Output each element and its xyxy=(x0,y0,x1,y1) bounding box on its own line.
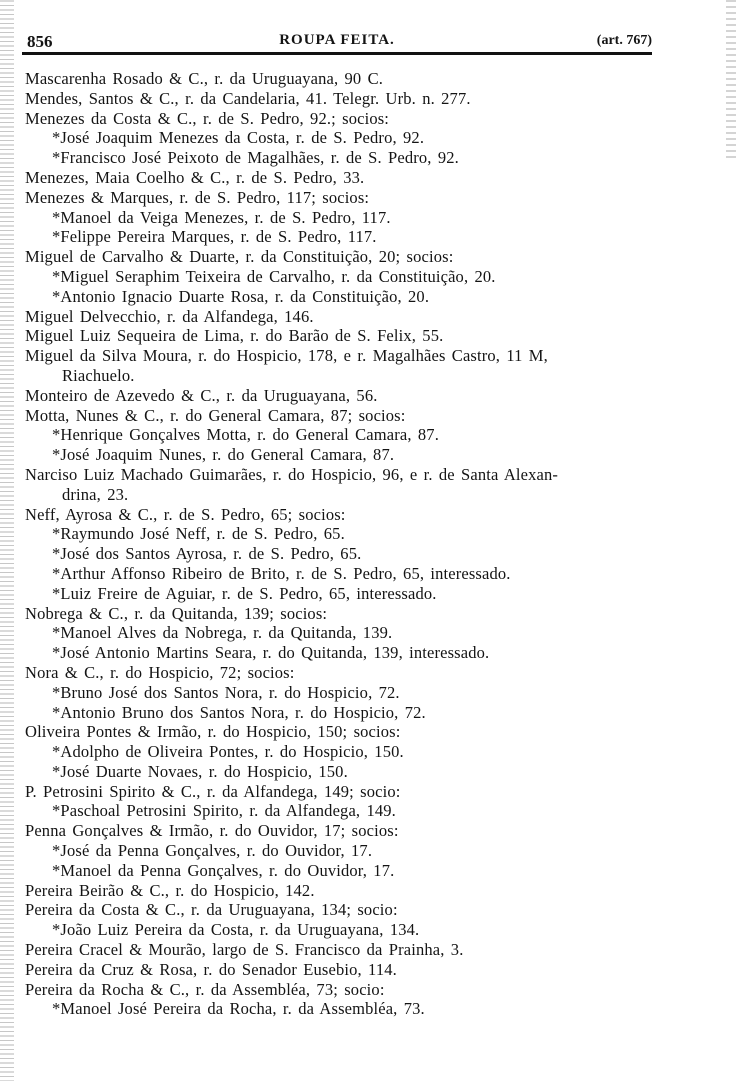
partner-entry: *Miguel Seraphim Teixeira de Carvalho, r. da Constituição, 20. xyxy=(52,266,496,286)
scan-edge-noise-right xyxy=(726,0,736,160)
firm-entry: Menezes da Costa & C., r. de S. Pedro, 92.; socios: xyxy=(25,108,390,128)
partner-entry: *Felippe Pereira Marques, r. de S. Pedro, 117. xyxy=(52,227,377,247)
partner-entry: *Antonio Bruno dos Santos Nora, r. do Hospicio, 72. xyxy=(52,702,426,722)
firm-entry: Pereira Beirão & C., r. do Hospicio, 142. xyxy=(25,880,315,900)
scan-edge-noise xyxy=(0,0,14,1081)
article-reference: (art. 767) xyxy=(596,33,652,48)
firm-entry: Pereira Cracel & Mourão, largo de S. Francisco da Prainha, 3. xyxy=(25,940,464,960)
partner-entry: *Adolpho de Oliveira Pontes, r. do Hospicio, 150. xyxy=(52,742,404,762)
firm-entry: Menezes, Maia Coelho & C., r. de S. Pedro, 33. xyxy=(25,167,365,187)
partner-entry: *José da Penna Gonçalves, r. do Ouvidor, 17. xyxy=(52,841,373,861)
page-title: ROUPA FEITA. xyxy=(279,32,395,48)
page-header xyxy=(22,30,652,52)
firm-entry: Penna Gonçalves & Irmão, r. do Ouvidor, 17; socios: xyxy=(25,821,399,841)
firm-entry: Monteiro de Azevedo & C., r. da Uruguayana, 56. xyxy=(25,385,378,405)
firm-entry: Miguel da Silva Moura, r. do Hospicio, 178, e r. Magalhães Castro, 11 M, xyxy=(25,346,548,366)
partner-entry: *João Luiz Pereira da Costa, r. da Uruguayana, 134. xyxy=(52,920,420,940)
partner-entry: *José dos Santos Ayrosa, r. de S. Pedro, 65. xyxy=(52,544,362,564)
firm-entry: Nobrega & C., r. da Quitanda, 139; socios: xyxy=(25,603,328,623)
firm-entry: Oliveira Pontes & Irmão, r. do Hospicio, 150; socios: xyxy=(25,722,401,742)
firm-entry: Nora & C., r. do Hospicio, 72; socios: xyxy=(25,662,295,682)
partner-entry: *Luiz Freire de Aguiar, r. de S. Pedro, 65, interessado. xyxy=(52,583,437,603)
firm-entry: Pereira da Rocha & C., r. da Assembléa, 73; socio: xyxy=(25,979,385,999)
partner-entry: *Manoel da Penna Gonçalves, r. do Ouvidor, 17. xyxy=(52,860,395,880)
partner-entry: *José Joaquim Menezes da Costa, r. de S. Pedro, 92. xyxy=(52,128,425,148)
partner-entry: *Bruno José dos Santos Nora, r. do Hospicio, 72. xyxy=(52,682,400,702)
partner-entry: *Arthur Affonso Ribeiro de Brito, r. de S. Pedro, 65, interessado. xyxy=(52,563,511,583)
directory-listing xyxy=(25,69,705,1019)
partner-entry: *Antonio Ignacio Duarte Rosa, r. da Constituição, 20. xyxy=(52,286,430,306)
firm-entry: Miguel Delvecchio, r. da Alfandega, 146. xyxy=(25,306,314,326)
firm-entry: Mendes, Santos & C., r. da Candelaria, 41. Telegr. Urb. n. 277. xyxy=(25,88,471,108)
header-rule xyxy=(22,52,652,55)
partner-entry: *Francisco José Peixoto de Magalhães, r. de S. Pedro, 92. xyxy=(52,148,459,168)
partner-entry: *Henrique Gonçalves Motta, r. do General Camara, 87. xyxy=(52,425,439,445)
partner-entry: *José Joaquim Nunes, r. do General Camara, 87. xyxy=(52,445,395,465)
partner-entry: *Manoel José Pereira da Rocha, r. da Assembléa, 73. xyxy=(52,999,425,1019)
entry-continuation: drina, 23. xyxy=(62,484,129,504)
partner-entry: *Manoel da Veiga Menezes, r. de S. Pedro, 117. xyxy=(52,207,391,227)
firm-entry: Pereira da Cruz & Rosa, r. do Senador Eusebio, 114. xyxy=(25,959,397,979)
partner-entry: *José Duarte Novaes, r. do Hospicio, 150. xyxy=(52,761,348,781)
partner-entry: *Paschoal Petrosini Spirito, r. da Alfandega, 149. xyxy=(52,801,396,821)
firm-entry: Miguel Luiz Sequeira de Lima, r. do Barão de S. Felix, 55. xyxy=(25,326,444,346)
firm-entry: Motta, Nunes & C., r. do General Camara, 87; socios: xyxy=(25,405,406,425)
firm-entry: Narciso Luiz Machado Guimarães, r. do Hospicio, 96, e r. de Santa Alexan- xyxy=(25,464,559,484)
firm-entry: Menezes & Marques, r. de S. Pedro, 117; socios: xyxy=(25,187,370,207)
firm-entry: Neff, Ayrosa & C., r. de S. Pedro, 65; socios: xyxy=(25,504,346,524)
firm-entry: Miguel de Carvalho & Duarte, r. da Constituição, 20; socios: xyxy=(25,247,454,267)
entry-continuation: Riachuelo. xyxy=(62,365,135,385)
firm-entry: Pereira da Costa & C., r. da Uruguayana, 134; socio: xyxy=(25,900,398,920)
partner-entry: *Raymundo José Neff, r. de S. Pedro, 65. xyxy=(52,524,345,544)
page-number: 856 xyxy=(27,32,53,51)
partner-entry: *José Antonio Martins Seara, r. do Quitanda, 139, interessado. xyxy=(52,643,490,663)
firm-entry: P. Petrosini Spirito & C., r. da Alfandega, 149; socio: xyxy=(25,781,401,801)
firm-entry: Mascarenha Rosado & C., r. da Uruguayana, 90 C. xyxy=(25,69,384,88)
partner-entry: *Manoel Alves da Nobrega, r. da Quitanda, 139. xyxy=(52,623,393,643)
